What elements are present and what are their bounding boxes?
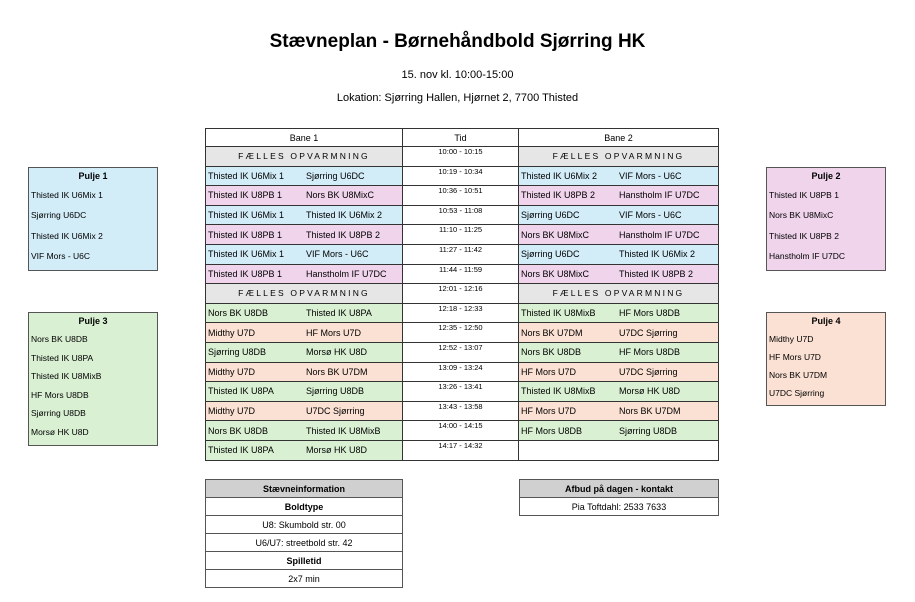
time-cell: 12:01 - 12:16 <box>403 284 519 304</box>
schedule-table <box>205 128 719 461</box>
pulje-2-box <box>766 167 886 271</box>
boldtype-u8: U8: Skumbold str. 00 <box>206 516 403 534</box>
team-away: HF Mors U8DB <box>619 308 681 319</box>
time-cell: 11:27 - 11:42 <box>403 244 519 264</box>
team-away: Hanstholm IF U7DC <box>619 190 700 201</box>
team-away: Thisted IK U8PB 2 <box>619 268 694 279</box>
team-home: Thisted IK U8PB 1 <box>208 229 283 240</box>
warmup-cell: FÆLLES OPVARMNING <box>206 147 403 167</box>
team-away: Thisted IK U6Mix 2 <box>306 210 383 221</box>
pulje-team: Thisted IK U8PB 2 <box>769 230 839 241</box>
afbud-header: Afbud på dagen - kontakt <box>520 480 719 498</box>
bane-1-match <box>206 205 403 225</box>
time-cell: 12:18 - 12:33 <box>403 303 519 323</box>
team-home: Thisted IK U8MixB <box>521 386 596 397</box>
team-home: Nors BK U8MixC <box>521 268 590 279</box>
header-bane-2: Bane 2 <box>519 129 719 147</box>
team-away: Nors BK U8MixC <box>306 190 375 201</box>
team-home: Thisted IK U6Mix 1 <box>208 210 285 221</box>
bane-2-match <box>519 362 719 382</box>
team-home: Thisted IK U8PB 1 <box>208 268 283 279</box>
bane-1-match <box>206 166 403 186</box>
team-home: Sjørring U6DC <box>521 249 580 260</box>
table-row <box>206 342 719 362</box>
pulje-team: Thisted IK U6Mix 1 <box>31 190 103 200</box>
team-away: Nors BK U7DM <box>619 406 681 417</box>
pulje-team: VIF Mors - U6C <box>31 250 91 261</box>
date-line: 15. nov kl. 10:00-15:00 <box>401 69 514 81</box>
team-home: HF Mors U7D <box>521 366 577 377</box>
table-row <box>206 205 719 225</box>
team-away: Thisted IK U6Mix 2 <box>619 249 696 260</box>
table-row <box>206 401 719 421</box>
pulje-team: HF Mors U8DB <box>31 389 89 400</box>
boldtype-label: Boldtype <box>206 498 403 516</box>
team-home: HF Mors U8DB <box>521 425 583 436</box>
pulje-title: Pulje 4 <box>811 316 841 326</box>
team-away: VIF Mors - U6C <box>306 249 369 260</box>
table-row <box>206 421 719 441</box>
time-cell: 14:00 - 14:15 <box>403 421 519 441</box>
pulje-team: Nors BK U8DB <box>31 334 88 344</box>
team-away: U7DC Sjørring <box>619 327 678 338</box>
pulje-team: Thisted IK U8MixB <box>31 371 102 381</box>
bane-1-match <box>206 440 403 460</box>
bane-2-match <box>519 342 719 362</box>
pulje-team: Morsø HK U8D <box>31 426 89 437</box>
bane-1-match <box>206 186 403 206</box>
table-row <box>206 382 719 402</box>
team-home: Nors BK U7DM <box>521 327 583 338</box>
team-home: Nors BK U8MixC <box>521 229 590 240</box>
bane-2-match <box>519 382 719 402</box>
bane-2-match <box>519 264 719 284</box>
pulje-3-box <box>28 312 158 446</box>
time-cell: 10:36 - 10:51 <box>403 186 519 206</box>
team-home: Thisted IK U6Mix 2 <box>521 170 598 181</box>
afbud-contact: Pia Toftdahl: 2533 7633 <box>520 498 719 516</box>
time-cell: 13:26 - 13:41 <box>403 382 519 402</box>
team-home: Nors BK U8DB <box>208 425 269 436</box>
team-home: Thisted IK U8PA <box>208 445 274 456</box>
pulje-team: U7DC Sjørring <box>769 388 825 398</box>
pulje-team: Sjørring U8DB <box>31 408 86 418</box>
info-header: Stævneinformation <box>206 480 403 498</box>
team-home: Sjørring U8DB <box>208 347 267 358</box>
team-away: Thisted IK U8MixB <box>306 425 381 436</box>
pulje-team: Nors BK U8MixC <box>769 210 834 221</box>
spilletid-label: Spilletid <box>206 552 403 570</box>
bane-1-match <box>206 244 403 264</box>
pulje-team: Hanstholm IF U7DC <box>769 250 846 261</box>
team-home: Sjørring U6DC <box>521 210 580 221</box>
team-home: Thisted IK U8PB 1 <box>208 190 283 201</box>
time-cell: 13:43 - 13:58 <box>403 401 519 421</box>
bane-2-match <box>519 205 719 225</box>
team-away: U7DC Sjørring <box>619 366 678 377</box>
time-cell: 14:17 - 14:32 <box>403 440 519 460</box>
team-away: Sjørring U8DB <box>619 425 678 436</box>
table-row <box>206 323 719 343</box>
team-home: Midthy U7D <box>208 406 256 417</box>
time-cell: 10:53 - 11:08 <box>403 205 519 225</box>
team-away: Morsø HK U8D <box>306 445 368 456</box>
team-away: Hanstholm IF U7DC <box>619 229 700 240</box>
bane-2-match <box>519 225 719 245</box>
warmup-cell: FÆLLES OPVARMNING <box>519 284 719 304</box>
team-home: Thisted IK U8MixB <box>521 308 596 319</box>
team-home: Thisted IK U8PA <box>208 386 274 397</box>
bane-2-match <box>519 244 719 264</box>
pulje-title: Pulje 1 <box>78 171 108 181</box>
team-home: Nors BK U8DB <box>208 308 269 319</box>
team-home: HF Mors U7D <box>521 406 577 417</box>
time-cell: 11:44 - 11:59 <box>403 264 519 284</box>
team-home: Midthy U7D <box>208 327 256 338</box>
team-away: HF Mors U7D <box>306 327 362 338</box>
team-home: Thisted IK U6Mix 1 <box>208 249 285 260</box>
pulje-team: Nors BK U7DM <box>769 370 828 380</box>
table-row <box>206 440 719 460</box>
time-cell: 10:19 - 10:34 <box>403 166 519 186</box>
bane-1-match <box>206 382 403 402</box>
bane-1-match <box>206 401 403 421</box>
team-away: Sjørring U8DB <box>306 386 365 397</box>
team-home: Thisted IK U6Mix 1 <box>208 170 285 181</box>
warmup-cell: FÆLLES OPVARMNING <box>519 147 719 167</box>
spilletid-value: 2x7 min <box>206 570 403 588</box>
team-away: Thisted IK U8PB 2 <box>306 229 381 240</box>
time-cell: 10:00 - 10:15 <box>403 147 519 167</box>
bane-2-match <box>519 401 719 421</box>
header-bane-1: Bane 1 <box>206 129 403 147</box>
time-cell: 13:09 - 13:24 <box>403 362 519 382</box>
team-home: Midthy U7D <box>208 366 256 377</box>
time-cell: 12:52 - 13:07 <box>403 342 519 362</box>
page-title: Stævneplan - Børnehåndbold Sjørring HK <box>269 31 646 52</box>
pulje-title: Pulje 3 <box>78 316 108 326</box>
table-row <box>206 186 719 206</box>
bane-1-match <box>206 342 403 362</box>
staevne-info-table <box>205 479 403 588</box>
pulje-title: Pulje 2 <box>811 171 841 181</box>
pulje-team: Sjørring U6DC <box>31 210 87 221</box>
bane-2-match <box>519 421 719 441</box>
warmup-cell: FÆLLES OPVARMNING <box>206 284 403 304</box>
pulje-team: HF Mors U7D <box>769 352 821 362</box>
pulje-4-box <box>766 312 886 406</box>
bane-2-match <box>519 440 719 460</box>
pulje-1-box <box>28 167 158 271</box>
bane-2-match <box>519 323 719 343</box>
table-row <box>206 244 719 264</box>
pulje-team: Thisted IK U8PB 1 <box>769 190 839 200</box>
bane-2-match <box>519 186 719 206</box>
header-tid: Tid <box>403 129 519 147</box>
bane-1-match <box>206 323 403 343</box>
table-row <box>206 264 719 284</box>
team-away: Morsø HK U8D <box>619 386 681 397</box>
team-away: Hanstholm IF U7DC <box>306 268 387 279</box>
team-away: VIF Mors - U6C <box>619 210 682 221</box>
table-row <box>206 303 719 323</box>
team-away: Nors BK U7DM <box>306 366 368 377</box>
team-away: Sjørring U6DC <box>306 170 365 181</box>
bane-1-match <box>206 303 403 323</box>
pulje-team: Thisted IK U6Mix 2 <box>31 230 103 241</box>
table-row <box>206 362 719 382</box>
bane-1-match <box>206 225 403 245</box>
bane-1-match <box>206 362 403 382</box>
time-cell: 12:35 - 12:50 <box>403 323 519 343</box>
afbud-table <box>519 479 719 516</box>
pulje-team: Midthy U7D <box>769 334 814 344</box>
location-line: Lokation: Sjørring Hallen, Hjørnet 2, 7700 Thisted <box>336 92 579 104</box>
team-home: Thisted IK U8PB 2 <box>521 190 596 201</box>
team-away: Morsø HK U8D <box>306 347 368 358</box>
bane-2-match <box>519 166 719 186</box>
team-away: Thisted IK U8PA <box>306 308 372 319</box>
bane-1-match <box>206 264 403 284</box>
table-row <box>206 166 719 186</box>
team-home: Nors BK U8DB <box>521 347 582 358</box>
team-away: U7DC Sjørring <box>306 406 365 417</box>
team-away: VIF Mors - U6C <box>619 170 682 181</box>
time-cell: 11:10 - 11:25 <box>403 225 519 245</box>
team-away: HF Mors U8DB <box>619 347 681 358</box>
boldtype-u6u7: U6/U7: streetbold str. 42 <box>206 534 403 552</box>
bane-1-match <box>206 421 403 441</box>
pulje-team: Thisted IK U8PA <box>31 352 94 363</box>
bane-2-match <box>519 303 719 323</box>
table-row <box>206 225 719 245</box>
